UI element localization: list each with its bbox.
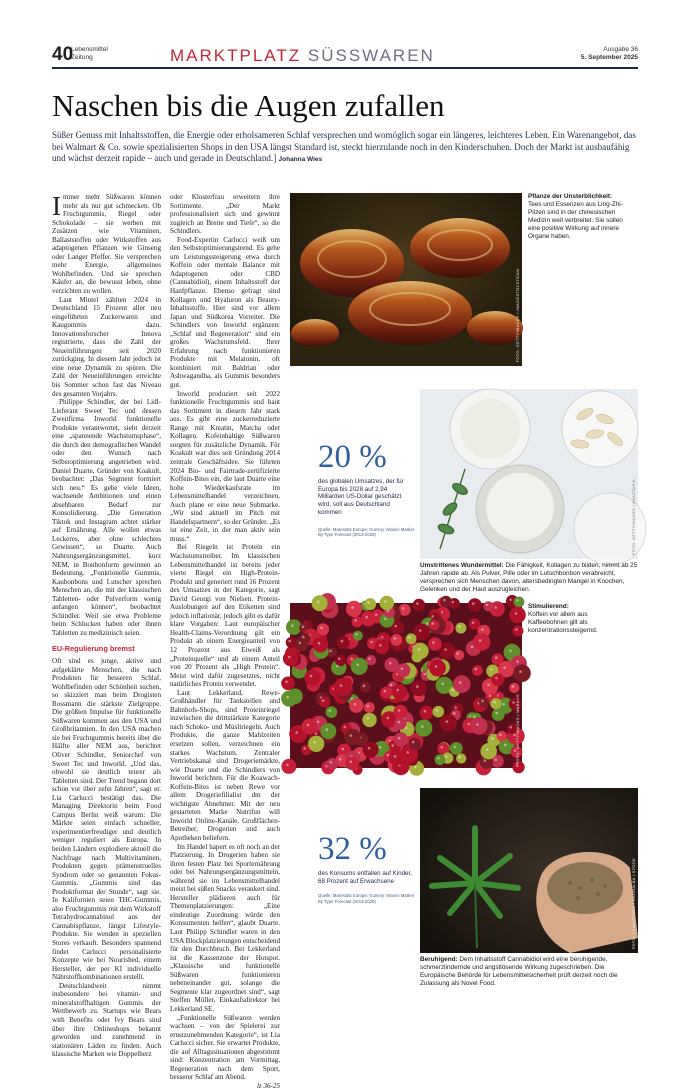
cherry-highlight xyxy=(338,657,341,660)
cherry-highlight xyxy=(285,681,288,684)
cherry-highlight xyxy=(458,625,461,628)
cherry-highlight xyxy=(432,641,435,644)
stat-value: 20 % xyxy=(318,439,387,475)
author: Johanna Wies xyxy=(278,156,323,164)
coffee-cherry xyxy=(481,743,497,759)
cherry-highlight xyxy=(516,599,519,602)
coffee-cherry xyxy=(304,670,320,686)
paragraph: Bei Riegeln ist Protein ein Wachstumstreiber. Im klassischen Lebensmittelhandel ist bereits jeder vierte Riegel ein High-Protein-Produkt und generiert rund 16 Prozent des Umsatzes in der Kategorie, sagt David Georgi von Nielsen. Protein-Auslobungen auf den Etiketten sind jedoch inflationär, jedoch gibt es dafür klare Vorgaben: Laut europäischer Health-Claims-Verordnung gilt ein Produkt ab einem Energieanteil von 12 Prozent aus Eiweiß als „Proteinquelle“ und ab einem Anteil von 20 Prozent als „High Protein“. Meist wird dafür zugesetztes, nicht natürliches Protein verwendet. xyxy=(170,543,280,689)
coffee-cherry xyxy=(375,639,390,654)
coffee-cherry xyxy=(393,705,407,719)
coffee-cherry xyxy=(513,664,531,682)
mushroom-illustration xyxy=(290,193,522,366)
caption-title: Beruhigend: xyxy=(420,956,458,963)
cherry-highlight xyxy=(476,723,479,726)
coffee-cherry xyxy=(479,697,489,707)
coffee-cherry xyxy=(453,675,471,693)
cherry-highlight xyxy=(512,685,515,688)
coffee-cherry xyxy=(409,738,421,750)
coffee-cherry xyxy=(497,731,508,742)
coffee-cherry xyxy=(454,650,464,660)
paragraph: „Funktionelle Süßwaren werden wachsen – von der Spielerei zur ernstzunehmenden Kategorie“, ist Lia Carlucci sicher. Sie erwartet Produkte, die auf Alltagssituationen abgestimmt sind: Konzentration am Vormittag, Regeneration nach dem Sport, besserer Schlaf am Abend. xyxy=(170,1013,280,1082)
cherry-highlight xyxy=(481,700,484,703)
coffee-cherry xyxy=(319,697,330,708)
article-column-2 xyxy=(170,193,280,1090)
cherry-highlight xyxy=(502,703,505,706)
stat-box-2 xyxy=(318,832,414,905)
subheading: EU-Regulierung bremst xyxy=(52,644,135,654)
coffee-cherry xyxy=(286,619,302,635)
coffee-cherry xyxy=(435,754,446,765)
cherry-highlight xyxy=(475,668,478,671)
coffee-cherry xyxy=(317,623,329,635)
coffee-cherry xyxy=(364,598,376,610)
cherry-highlight xyxy=(291,624,294,627)
cherry-highlight xyxy=(387,754,390,757)
paragraph: Laut Lekkerland, Rewe-Großhändler für Tankstellen und Bahnhofs-Shops, sind Proteinriegel inzwischen die drittstärkste Kategorie nach Schoko- und Müsliriegeln. Auch Produkte, die ganze Mahlzeiten ersetzen sollen, verzeichnen ein starkes Wachstum. Zentraler Vertriebskanal sind Drogeriemärkte, wie Duarte und die Schindlers von Inworld berichten. Für die Koawach-Koffein-Bites ist neben Rewe vor allem Drogeriefilialist dm der wichtigste Abnehmer. Mit der neu gestarteten Marke Nutrifun will Inworld Online-Kanäle, Großflächen-Betreiber, Drogerien und auch Apotheken beliefern. xyxy=(170,688,280,843)
section-title-main: MARKTPLATZ xyxy=(170,46,302,65)
coffee-cherry xyxy=(413,599,426,612)
cherry-highlight xyxy=(303,747,306,750)
cherry-highlight xyxy=(329,709,332,712)
headline: Naschen bis die Augen zufallen xyxy=(52,88,445,123)
cherry-highlight xyxy=(322,699,325,702)
cherry-highlight xyxy=(418,648,421,651)
paragraph: Immer mehr Süßwaren können mehr als nur gut schmecken. Ob Fruchtgummis, Riegel oder Schokolade – sie werben mit Zusätzen wie Vitaminen, Ballaststoffen oder Wirkstoffen aus adaptogenen Pflanzen wie Ginseng oder Langer Pfeffer. Sie versprechen mehr Energie, allgemeines Wohlbefinden. Und sie sprechen Käufer an, die bewusst leben, ohne verzichten zu wollen. xyxy=(52,191,161,296)
coffee-cherry xyxy=(380,596,395,611)
coffee-cherry xyxy=(337,636,350,649)
cherry-highlight xyxy=(436,709,439,712)
cherry-highlight xyxy=(472,602,475,605)
coffee-cherry xyxy=(514,597,525,608)
cherry-highlight xyxy=(493,701,496,704)
coffee-cherry xyxy=(335,654,347,666)
cherry-highlight xyxy=(408,636,411,639)
cherry-highlight xyxy=(435,665,438,668)
cherry-highlight xyxy=(386,717,389,720)
cherry-highlight xyxy=(446,720,449,723)
coffee-cherry xyxy=(283,651,299,667)
cherry-highlight xyxy=(424,710,427,713)
coffee-cherry xyxy=(344,729,360,745)
cherry-highlight xyxy=(437,757,440,760)
section-title-sub: SÜSSWAREN xyxy=(307,46,435,65)
caption-text: Dem Inhaltsstoff Cannabidiol wird eine beruhigende, schmerzlindernde und angstlösende Wirkung zugeschrieben. Die Europäische Behörde für Lebensmittelsicherheit prüft derzeit noch die Zulassung als Novel Food. xyxy=(420,956,618,987)
coffee-cherry xyxy=(440,596,452,608)
cherry-highlight xyxy=(349,761,352,764)
paragraph: Oft sind es junge, aktive und aufgeklärte Menschen, die nach Produkten für besseren Schlaf, Wohlbefinden oder Schönheit suchen, so skizziert man beim Drogisten Rossmann die stärkste Zielgruppe. Die größten Impulse für funktionelle Süßwaren kommen aus den USA und Großbritannien. In den USA machen sie bei Fruchtgummis bereits über die Hälfte aller NEM aus, berichtet Oliver Schindler, Seniorchef von Sweet Tec und Inworld. „Und das, obwohl sie deutlich teurer als Tabletten sind. Der Trend begann dort schon vor über zehn Jahren“, sagt er. Lia Carlucci bestätigt das. Die Managing Direktorin beim Food Campus Berlin weiß warum: Die Märkte seien einfach schneller, experimentierfreudiger und deutlich weniger reguliert als Europa. In beiden Ländern explodiere aktuell die Nachfrage nach Multivitaminen, Produkten gegen prämenstruelles Syndrom oder so genannten Fokus-Gummis. „Gummis sind das Produktformat der Stunde“, sagt sie. In Kalifornien seien THC-Gummis, also Fruchtgummis mit dem Wirkstoff Tetrahydrocannabinol aus der Cannabispflanze, längst Lifestyle-Produkte. Sie wenden in speziellen Stores verkauft. Besonders spannend findet Carlucci personalisierte Konzepte wie bei Nourished, einem Hersteller, der per KI individuelle Nährstoffkombinationen erstellt. xyxy=(52,656,161,982)
coffee-cherry xyxy=(483,601,493,611)
paragraph: Inworld produziert seit 2022 funktionelle Fruchtgummis und baut das Sortiment in diesem Jahr stark aus. Es gibt eine zuckerreduzierte Range mit Kreatin, Matcha oder Kollagen. Kofeinhaltige Süßwaren sorgten für zusätzliche Dynamik. Für Koakult war dies seit Gründung 2014 zentrale Geschäftsidee. Sie führten 2024 Bio- und Fairtrade-zertifizierte Koffein-Bites ein, die laut Duarte eine hohe Wiederkaufsrate im Lebensmittelhandel verzeichnen. Auch plane er eine neue Submarke. „Wir sind aktuell im Pitch mit Handelspartnern“, so der Gründer. „Es ist eine Zeit, in der man aktiv sein muss.“ xyxy=(170,389,280,543)
caption-mushroom xyxy=(528,193,628,241)
cherry-highlight xyxy=(368,747,371,750)
photo-credit: FOTO: GETTYIMAGES / MARKUS xyxy=(515,693,520,764)
cherry-highlight xyxy=(398,737,401,740)
stat-source: Quelle: Marestats Europe; Gummy Vitamin Market By Type Forecast (2013-2028) xyxy=(318,893,414,904)
cherry-highlight xyxy=(398,709,401,712)
cherry-highlight xyxy=(495,712,498,715)
cherry-highlight xyxy=(495,758,498,761)
cherry-highlight xyxy=(329,650,332,653)
caption-text: Tees und Essenzen aus Ling-Zhi-Pilzen sind in der chinesischen Medizin weit verbreitet. Sie sollen eine positive Wirkung auf innere Organe haben. xyxy=(528,201,623,240)
cherry-highlight xyxy=(351,606,354,609)
cherry-highlight xyxy=(342,748,345,751)
cherry-highlight xyxy=(490,668,493,671)
cherry-highlight xyxy=(426,622,429,625)
cherry-highlight xyxy=(495,677,498,680)
mushroom-photo xyxy=(290,193,522,366)
coffee-cherry xyxy=(320,723,336,739)
hemp-photo xyxy=(420,788,638,953)
cherry-highlight xyxy=(494,606,497,609)
cherry-highlight xyxy=(286,696,289,699)
cherry-highlight xyxy=(458,756,461,759)
cherry-highlight xyxy=(515,612,518,615)
coffee-cherry xyxy=(299,633,310,644)
coffee-cherry xyxy=(360,682,371,693)
cherry-highlight xyxy=(384,618,387,621)
cherry-highlight xyxy=(384,600,387,603)
cherry-highlight xyxy=(394,637,397,640)
cherry-highlight xyxy=(394,625,397,628)
coffee-cherry xyxy=(440,714,457,731)
cherry-highlight xyxy=(313,741,316,744)
cherry-highlight xyxy=(515,628,518,631)
cherry-highlight xyxy=(302,626,305,629)
cherry-highlight xyxy=(344,726,347,729)
cherry-highlight xyxy=(412,741,415,744)
caption-title: Stimulierend: xyxy=(528,603,569,610)
cherry-highlight xyxy=(350,658,353,661)
coffee-cherry xyxy=(419,706,433,720)
cherry-highlight xyxy=(350,734,353,737)
photo-credit: FOTO: GETTYIMAGES / IMAGESTOCKTEAM xyxy=(515,268,520,362)
cherry-highlight xyxy=(519,670,522,673)
header-rule xyxy=(52,67,638,69)
cherry-highlight xyxy=(379,644,382,647)
issue-number: Ausgabe 36 xyxy=(603,46,638,53)
cherry-highlight xyxy=(368,657,371,660)
coffee-cherry xyxy=(389,750,404,765)
coffee-cherry xyxy=(509,683,519,693)
coffee-cherry xyxy=(302,719,318,735)
coffee-cherry xyxy=(456,753,466,763)
cherry-highlight xyxy=(491,737,494,740)
cherry-highlight xyxy=(504,744,507,747)
photo-credit: FOTO: GETTYIMAGES / ANASTASIA xyxy=(631,478,636,555)
coffee-cherry xyxy=(473,633,491,651)
cherry-highlight xyxy=(354,619,357,622)
cherry-highlight xyxy=(286,764,289,767)
coffee-photo xyxy=(290,603,522,768)
cherry-highlight xyxy=(318,642,321,645)
cherry-highlight xyxy=(363,685,366,688)
issue-date: 5. September 2025 xyxy=(580,54,638,61)
section-title xyxy=(170,46,435,66)
cherry-highlight xyxy=(391,744,394,747)
cherry-highlight xyxy=(406,751,409,754)
cherry-highlight xyxy=(365,616,368,619)
cherry-highlight xyxy=(486,748,489,751)
cherry-highlight xyxy=(499,734,502,737)
paragraph: Deutschlandweit nimmt insbesondere bei vitamin- und mineralstoffhaltigen Gummis der Wettbewerb zu. Startups wie Bears with Benefits oder Ivy Bears sind über ihre Onlineshops bekannt geworden und zunehmend in stationären Läden zu finden. Auch klassische Marken wie Doppelherz xyxy=(52,981,161,1059)
coffee-cherry xyxy=(468,598,482,612)
coffee-cherry xyxy=(490,698,501,709)
cherry-highlight xyxy=(509,599,512,602)
cherry-highlight xyxy=(444,648,447,651)
coffee-cherry xyxy=(394,732,409,747)
cherry-highlight xyxy=(341,640,344,643)
coffee-cherry xyxy=(351,658,368,675)
cherry-highlight xyxy=(416,685,419,688)
coffee-cherry xyxy=(362,713,376,727)
coffee-cherry xyxy=(364,702,375,713)
stat-source: Quelle: Marestats Europe; Gummy Vitamin Market By Type Forecast (2013-2028) xyxy=(318,526,414,538)
stat-box-1 xyxy=(318,440,414,538)
cherry-highlight xyxy=(423,673,426,676)
coffee-cherry xyxy=(491,673,504,686)
cherry-highlight xyxy=(354,703,357,706)
coffee-cherry xyxy=(353,631,363,641)
cherry-highlight xyxy=(479,639,482,642)
stat-value: 32 % xyxy=(318,831,387,867)
cherry-highlight xyxy=(370,641,373,644)
caption-collagen xyxy=(420,562,638,594)
publication-line-2: Zeitung xyxy=(71,53,93,61)
cherry-highlight xyxy=(472,621,475,624)
cherry-highlight xyxy=(453,712,456,715)
cherry-highlight xyxy=(516,660,519,663)
cherry-highlight xyxy=(317,600,320,603)
cherry-highlight xyxy=(459,681,462,684)
cherry-highlight xyxy=(288,640,291,643)
cherry-highlight xyxy=(317,721,320,724)
cherry-highlight xyxy=(440,746,443,749)
coffee-cherry xyxy=(352,616,363,627)
coffee-cherry xyxy=(429,620,439,630)
cherry-highlight xyxy=(339,758,342,761)
cherry-highlight xyxy=(443,599,446,602)
stat-text: des Konsums entfallen auf Kinder, 68 Prozent auf Erwachsene xyxy=(318,870,412,885)
coffee-cherry xyxy=(390,634,402,646)
cherry-highlight xyxy=(445,755,448,758)
cherry-highlight xyxy=(421,725,424,728)
cherry-highlight xyxy=(398,721,401,724)
coffee-cherry xyxy=(472,665,483,676)
cherry-highlight xyxy=(295,731,298,734)
publication-name xyxy=(71,46,108,61)
cherry-highlight xyxy=(489,694,492,697)
cherry-highlight xyxy=(452,601,455,604)
coffee-cherry xyxy=(509,607,526,624)
paragraph: Philippe Schindler, der bei Lidl-Lieferant Sweet Tec und dessen Zweitfirma Inworld funktionelle Produkte verantwortet, sieht derzeit eine „spannende Wachstumsphase“, die durch den demografischen Wandel oder den Wunsch nach Selbstoptimierung angetrieben wird. Daniel Duarte, Gründer von Koakult, beobachtet: „Das Segment formiert sich neu.“ Es gebe viele Ideen, wachsende Ambitionen und einen absehbaren Bedarf zur Konsolidierung. „Die Generation Tiktok und Instagram achtet stärker auf Ernährung. Alle wollen etwas Leckeres, aber ohne schlechtes Gewissen“, so Duarte. Auch Nahrungsergänzungsmittel, kurz NEM, in Bonbonform gewinnen an Bedeutung. „Funktionelle Gummis, Kaubonbons und Lutscher sprechen Menschen an, die mit der klassischen Tabletten- oder Pulverform wenig anfangen können“, beobachtet Schindler. Weil sie etwa Probleme beim Schlucken haben oder ihnen Tabletten zu medizinisch seien. xyxy=(52,398,161,637)
coffee-cherry xyxy=(349,699,363,713)
cherry-highlight xyxy=(307,724,310,727)
coffee-cherry xyxy=(406,633,417,644)
cherry-highlight xyxy=(503,666,506,669)
cherry-highlight xyxy=(456,652,459,655)
coffee-cherry xyxy=(411,680,427,696)
coffee-cherry xyxy=(397,663,411,677)
cherry-highlight xyxy=(402,607,405,610)
cherry-highlight xyxy=(401,668,404,671)
coffee-cherry xyxy=(450,742,463,755)
cherry-highlight xyxy=(495,656,498,659)
cherry-highlight xyxy=(310,675,313,678)
coffee-cherry xyxy=(363,742,379,758)
photo-credit: FOTO: THINKSTOCK / GARRALBA / STOCK xyxy=(631,857,636,949)
paragraph: Food-Expertin Carlucci weiß um den Selbstoptimierungstrend. Es gehe um Leistungssteigerung etwa durch Koffein oder mentale Balance mit Adaptogenen oder CBD (Cannabidiol), einem Inhaltsstoff der Hanfpflanze. Ebenso gefragt sind Kollagen und Hyaluron als Beauty-Inhaltsstoffe. Hier sind vor allem Japan und Südkorea Vorreiter. Die Schindlers von Inworld ergänzen: „Schlaf und Regeneration“ sind ein großes Wachstumsfeld. Ihrer Erfahrung nach funktionieren Produkte mit Melatonin, oft kombiniert mit Baldrian oder Ashwagandha, als Gummis besonders gut. xyxy=(170,235,280,390)
coffee-cherry xyxy=(392,684,407,699)
coffee-cherry xyxy=(492,708,505,721)
cherry-highlight xyxy=(431,615,434,618)
cherry-highlight xyxy=(454,746,457,749)
coffee-cherry xyxy=(334,678,352,696)
coffee-cherry xyxy=(281,677,295,691)
coffee-cherry xyxy=(415,720,432,737)
cherry-highlight xyxy=(416,602,419,605)
lead-paragraph xyxy=(52,130,640,166)
cherry-highlight xyxy=(467,723,470,726)
coffee-cherry xyxy=(308,736,324,752)
cherry-highlight xyxy=(441,683,444,686)
cherry-highlight xyxy=(414,766,417,769)
cherry-highlight xyxy=(481,628,484,631)
issue-info xyxy=(581,46,638,62)
cherry-highlight xyxy=(356,664,359,667)
cherry-highlight xyxy=(389,662,392,665)
lead-text: Süßer Genuss mit Inhaltsstoffen, die Energie oder erholsameren Schlaf versprechen und womöglich sogar ein längeres, leichteres Leben. Ein Warenangebot, das bei Walmart & Co. sowie spezialisierten Shops in den USA längst Standard ist, steckt hierzulande noch in den Kinderschuhen. Doch der Markt ist ausbaufähig und wächst derzeit rapide – auch und gerade in Deutschland.] xyxy=(52,130,636,164)
coffee-cherry xyxy=(394,717,406,729)
cherry-highlight xyxy=(487,684,490,687)
cherry-highlight xyxy=(471,645,474,648)
cherry-highlight xyxy=(454,706,457,709)
coffee-cherry xyxy=(455,623,466,634)
coffee-cherry xyxy=(346,601,362,617)
coffee-cherry xyxy=(312,595,328,611)
article-sign: lz 36-25 xyxy=(256,1081,280,1090)
cherry-highlight xyxy=(379,746,382,749)
article-column-1 xyxy=(52,191,161,1059)
coffee-cherry xyxy=(380,687,392,699)
cherry-highlight xyxy=(384,690,387,693)
cherry-highlight xyxy=(396,689,399,692)
cherry-highlight xyxy=(355,633,358,636)
cherry-highlight xyxy=(473,715,476,718)
collagen-illustration xyxy=(420,389,638,559)
coffee-cherry xyxy=(429,660,446,677)
coffee-cherries-illustration xyxy=(290,603,522,768)
cherry-highlight xyxy=(509,650,512,653)
coffee-cherry xyxy=(428,637,442,651)
cherry-highlight xyxy=(302,636,305,639)
cherry-highlight xyxy=(330,761,333,764)
cherry-highlight xyxy=(340,684,343,687)
paragraph: Laut Mintel zählten 2024 in Deutschland 15 Prozent aller neu eingeführten Zuckerwaren und Kaugummis dazu. Innovationsforscher Innova registrierte, dass die Zahl der Neueinführungen seit 2020 zurückging. In diesem Jahr jedoch ist eine neue Dynamik zu spüren. Die Zahl der Neueinführungen erreichte bis Sommer schon fast das Niveau des gesamten Vorjahrs. xyxy=(52,295,161,398)
coffee-cherry xyxy=(513,626,524,637)
cherry-highlight xyxy=(431,622,434,625)
cherry-highlight xyxy=(367,705,370,708)
cherry-highlight xyxy=(452,689,455,692)
hemp-illustration xyxy=(420,788,638,953)
cherry-highlight xyxy=(394,755,397,758)
coffee-cherry xyxy=(327,758,339,770)
caption-hemp xyxy=(420,956,638,988)
coffee-cherry xyxy=(281,759,296,774)
cherry-highlight xyxy=(516,764,519,767)
cherry-highlight xyxy=(509,726,512,729)
stat-text: des globalen Umsatzes, der für Europa bis 2028 auf 2,94 Milliarden US-Dollar geschätzt wird, soll aus Deutschland kommen xyxy=(318,478,404,516)
caption-title: Umstrittenes Wundermittel: xyxy=(420,562,504,569)
cherry-highlight xyxy=(367,601,370,604)
caption-title: Pflanze der Unsterblichkeit: xyxy=(528,193,613,200)
cherry-highlight xyxy=(326,728,329,731)
coffee-cherry xyxy=(470,717,487,734)
coffee-cherry xyxy=(326,706,338,718)
coffee-cherry xyxy=(281,691,297,707)
cherry-highlight xyxy=(320,627,323,630)
coffee-cherry xyxy=(412,643,428,659)
caption-text: Die Fähigkeit, Kollagen zu bilden, nimmt ab 25 Jahren rapide ab. Als Pulver, Pille oder im Lutschbonbon verabreicht, versprechen sich Menschen davon, altersbedingten Mangel in Knochen, Gelenken und der Haut auszugleichen. xyxy=(420,562,638,593)
page-number: 40 xyxy=(52,44,74,65)
cherry-highlight xyxy=(367,717,370,720)
cherry-highlight xyxy=(315,732,318,735)
publication-line-1: Lebensmittel xyxy=(71,46,108,53)
cherry-highlight xyxy=(419,629,422,632)
cherry-highlight xyxy=(484,759,487,762)
paragraph: Im Handel hapert es oft noch an der Platzierung. In Drogerien haben sie ihren festen Platz bei Sporternährung oder bei Nahrungsergänzungsmitteln, während sie im Lebensmittelhandel meist bei süßen Snacks verankert sind. Hersteller plädieren auch für Themenplatzierungen: „Eine eindeutige Zuordnung würde den Konsumenten helfen“, glaubt Duarte. Laut Philipp Schindler waren in den USA Blockplatzierungen entscheidend für den Durchbruch. Bei Lekkerland ist die Kassenzone der Hotspot. „Klassische und funktionelle Süßwaren funktionieren nebeneinander gut, solange die Segmente klar zugeordnet sind“, sagt Steffen Müller, Einkaufsdirektor bei Lekkerland SE. xyxy=(170,842,280,1013)
coffee-cherry xyxy=(361,611,376,626)
collagen-photo xyxy=(420,389,638,559)
coffee-cherry xyxy=(345,757,359,771)
cherry-highlight xyxy=(288,656,291,659)
coffee-cherry xyxy=(313,637,329,653)
cherry-highlight xyxy=(486,604,489,607)
caption-text: Koffein vor allem aus Kaffeebohnen gilt als konzentrationssteigernd. xyxy=(528,611,598,634)
caption-coffee xyxy=(528,603,628,635)
coffee-cherry xyxy=(433,706,445,718)
drop-cap: I xyxy=(52,191,61,221)
cherry-highlight xyxy=(390,684,393,687)
paragraph: oder Klosterfrau erweitern ihre Sortimente. „Der Markt professionalisiert sich und gewinnt zugleich an Breite und Tiefe“, so die Schindlers. xyxy=(170,193,280,236)
